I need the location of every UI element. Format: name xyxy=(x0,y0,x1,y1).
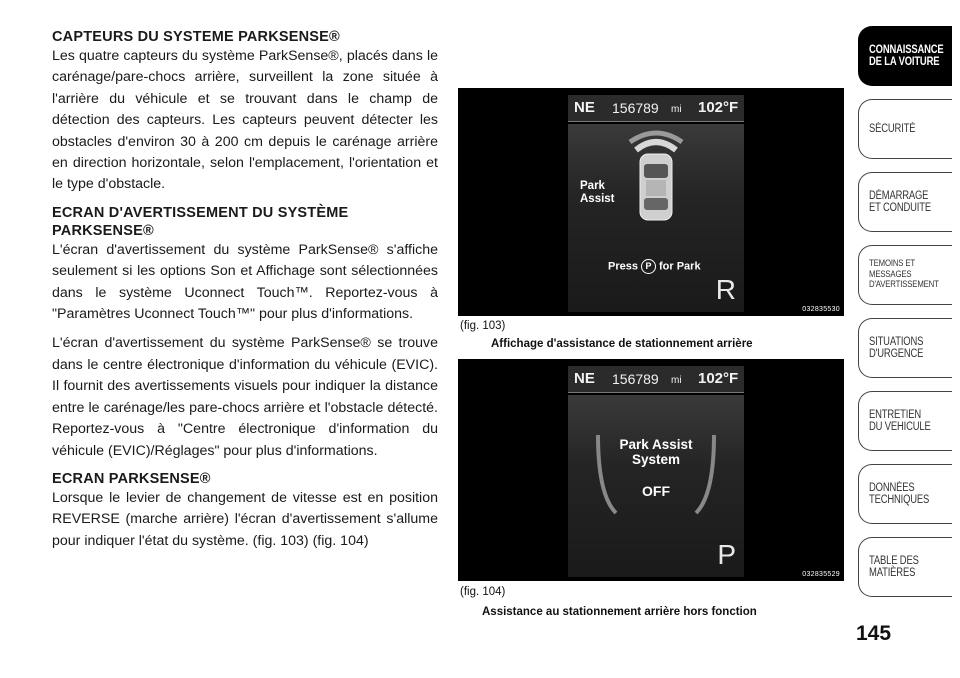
figure-label: (fig. 103) xyxy=(460,320,506,332)
tab-temoins[interactable]: TEMOINS ET MESSAGES D'AVERTISSEMENT xyxy=(858,245,952,305)
paragraph: L'écran d'avertissement du système ParkSense® se trouve dans le centre électronique d'information du véhicule (EVIC). Il fournit des avertissements visuels pour indiquer la distance entre le carénage/les pare-chocs arrière et l'obstacle détecté. Reportez-vous à "Centre électronique d'information du véhicule (EVIC)/Réglages" pour plus d'informations. xyxy=(52,335,438,459)
figure-code: 032835529 xyxy=(802,571,840,578)
odometer-unit: mi xyxy=(671,375,682,386)
gear-indicator: R xyxy=(715,274,736,305)
figure-code: 032835530 xyxy=(802,306,840,313)
tab-connaissance[interactable]: CONNAISSANCE DE LA VOITURE xyxy=(858,26,952,86)
odometer-unit: mi xyxy=(671,104,682,115)
tab-securite[interactable]: SÉCURITÉ xyxy=(858,99,952,159)
temperature: 102°F xyxy=(698,99,739,116)
odometer: 156789 xyxy=(612,371,659,387)
text-column xyxy=(52,28,438,552)
figure-caption: Affichage d'assistance de stationnement arrière xyxy=(491,338,753,350)
tab-table[interactable]: TABLE DES MATIÈRES xyxy=(858,537,952,597)
page-number: 145 xyxy=(856,622,892,645)
tab-situations[interactable]: SITUATIONS D'URGENCE xyxy=(858,318,952,378)
figure-caption: Assistance au stationnement arrière hors fonction xyxy=(482,606,757,618)
paragraph: L'écran d'avertissement du système ParkSense® s'affiche seulement si les options Son et Affichage sont sélectionnées dans le système Uconnect Touch™. Reportez-vous à "Paramètres Uconnect Touch™" pour plus d'informations. xyxy=(52,241,438,323)
tab-demarrage[interactable]: DÉMARRAGE ET CONDUITE xyxy=(858,172,952,232)
tab-donnees[interactable]: DONNÉES TECHNIQUES xyxy=(858,464,952,524)
temperature: 102°F xyxy=(698,370,739,387)
figure-104 xyxy=(458,359,844,581)
system-state: OFF xyxy=(642,483,670,499)
evic-screen xyxy=(568,363,744,577)
compass-direction: NE xyxy=(574,99,595,116)
figure-103 xyxy=(458,88,844,316)
paragraph: Lorsque le levier de changement de vitesse est en position REVERSE (marche arrière) l'écran d'avertissement s'allume pour indiquer l'état du système. (fig. 103) (fig. 104) xyxy=(52,489,438,549)
odometer: 156789 xyxy=(612,100,659,116)
tab-entretien[interactable]: ENTRETIEN DU VEHICULE xyxy=(858,391,952,451)
evic-screen xyxy=(568,92,744,312)
paragraph: Les quatre capteurs du système ParkSense®, placés dans le carénage/pare-chocs arrière, surveillent la zone située à l'arrière du véhicule et se trouvant dans le champ de détection des capteurs. Les capteurs peuvent détecter les obstacles d'environ 30 à 200 cm depuis le carénage arrière en direction horizontale, selon l'emplacement, l'orientation et le type d'obstacle. xyxy=(52,48,438,193)
figure-label: (fig. 104) xyxy=(460,586,506,598)
gear-indicator: P xyxy=(717,539,736,570)
park-assist-label: Park Assist xyxy=(580,180,615,205)
p-button-icon: P xyxy=(641,259,656,274)
status-bar xyxy=(568,366,744,393)
screen-body xyxy=(568,124,744,312)
press-p-prompt: Press P for Park xyxy=(608,260,701,273)
park-assist-system-label: Park Assist System xyxy=(619,437,693,467)
screen-body xyxy=(568,395,744,577)
compass-direction: NE xyxy=(574,370,595,387)
section-heading-ecran-parksense: ECRAN PARKSENSE® xyxy=(52,470,211,487)
section-heading-ecran-avertissement: ECRAN D'AVERTISSEMENT DU SYSTÈME PARKSENSE® xyxy=(52,204,349,239)
section-heading-capteurs: CAPTEURS DU SYSTEME PARKSENSE® xyxy=(52,29,340,45)
status-bar xyxy=(568,95,744,122)
